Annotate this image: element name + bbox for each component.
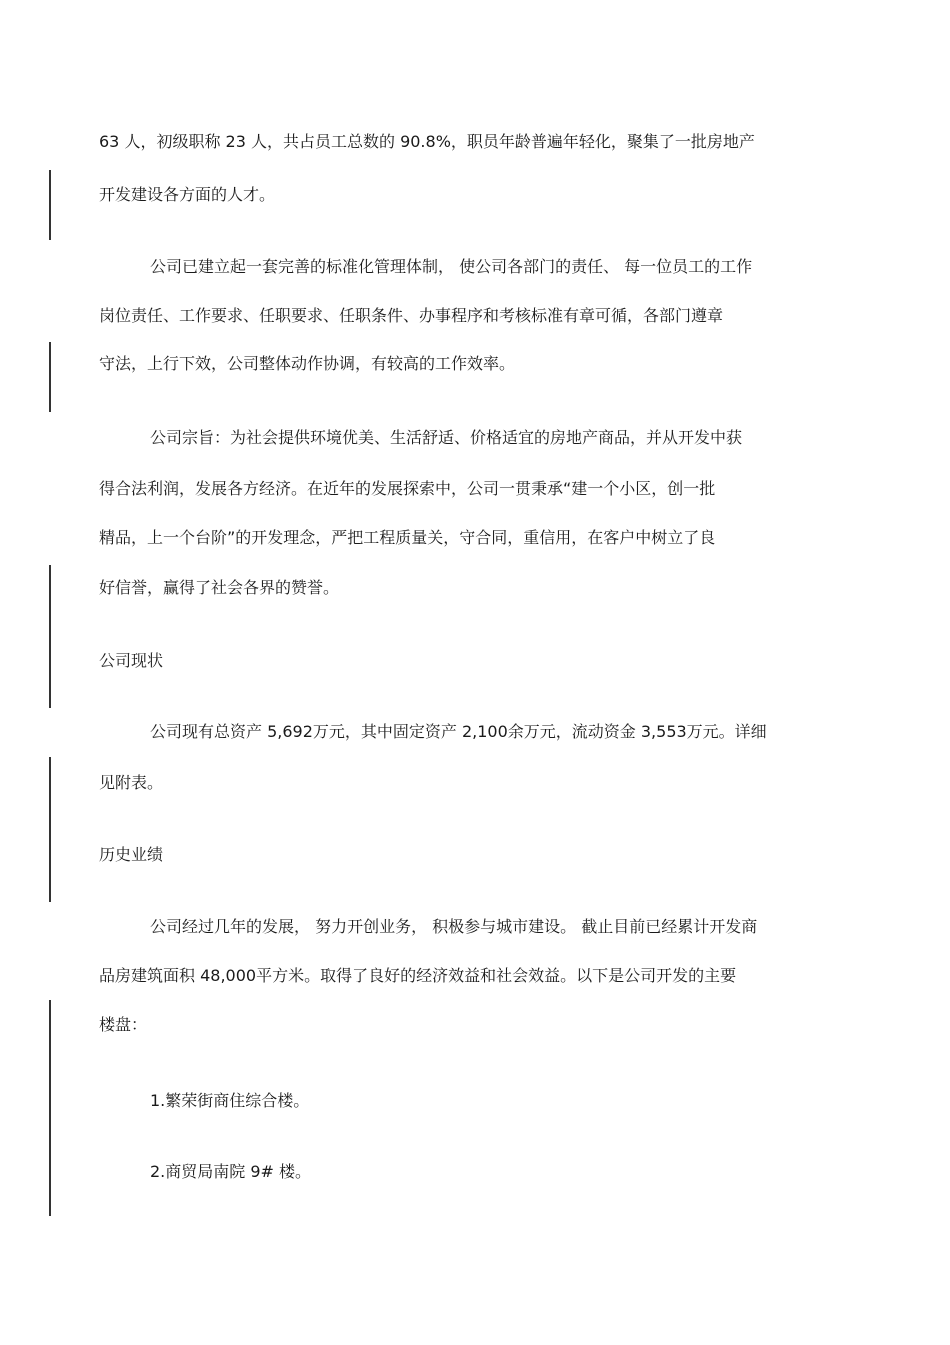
section-heading-status: 公司现状	[99, 651, 164, 670]
paragraph-3-line-3: 精品，上一个台阶”的开发理念，严把工程质量关，守合同，重信用，在客户中树立了良	[99, 528, 716, 547]
paragraph-4-line-1: 公司现有总资产 5,692万元，其中固定资产 2,100余万元，流动资金 3,553万元。详细	[150, 722, 767, 741]
paragraph-2-line-1: 公司已建立起一套完善的标准化管理体制， 使公司各部门的责任、 每一位员工的工作	[150, 257, 753, 276]
paragraph-2-line-3: 守法，上行下效，公司整体动作协调，有较高的工作效率。	[99, 354, 516, 373]
paragraph-3-line-4: 好信誉，赢得了社会各界的赞誉。	[99, 578, 340, 597]
change-bar	[49, 565, 51, 708]
paragraph-5-line-1: 公司经过几年的发展， 努力开创业务， 积极参与城市建设。 截止目前已经累计开发商	[150, 917, 758, 936]
change-bar	[49, 342, 51, 412]
paragraph-1-line-1: 63 人，初级职称 23 人，共占员工总数的 90.8%，职员年龄普遍年轻化，聚集了一批房地产	[99, 132, 755, 151]
paragraph-3-line-1: 公司宗旨：为社会提供环境优美、生活舒适、价格适宜的房地产商品，并从开发中获	[150, 428, 743, 447]
section-heading-history: 历史业绩	[99, 845, 164, 864]
list-item: 1.繁荣街商住综合楼。	[150, 1091, 310, 1110]
change-bar	[49, 1000, 51, 1216]
change-bar	[49, 757, 51, 902]
paragraph-1-line-2: 开发建设各方面的人才。	[99, 185, 276, 204]
paragraph-5-line-3: 楼盘：	[99, 1015, 148, 1034]
paragraph-3-line-2: 得合法利润，发展各方经济。在近年的发展探索中，公司一贯秉承“建一个小区，创一批	[99, 479, 716, 498]
paragraph-4-line-2: 见附表。	[99, 773, 164, 792]
paragraph-2-line-2: 岗位责任、工作要求、任职要求、任职条件、办事程序和考核标准有章可循，各部门遵章	[99, 306, 724, 325]
change-bar	[49, 170, 51, 240]
paragraph-5-line-2: 品房建筑面积 48,000平方米。取得了良好的经济效益和社会效益。以下是公司开发的主要	[99, 966, 737, 985]
list-item: 2.商贸局南院 9# 楼。	[150, 1162, 312, 1181]
